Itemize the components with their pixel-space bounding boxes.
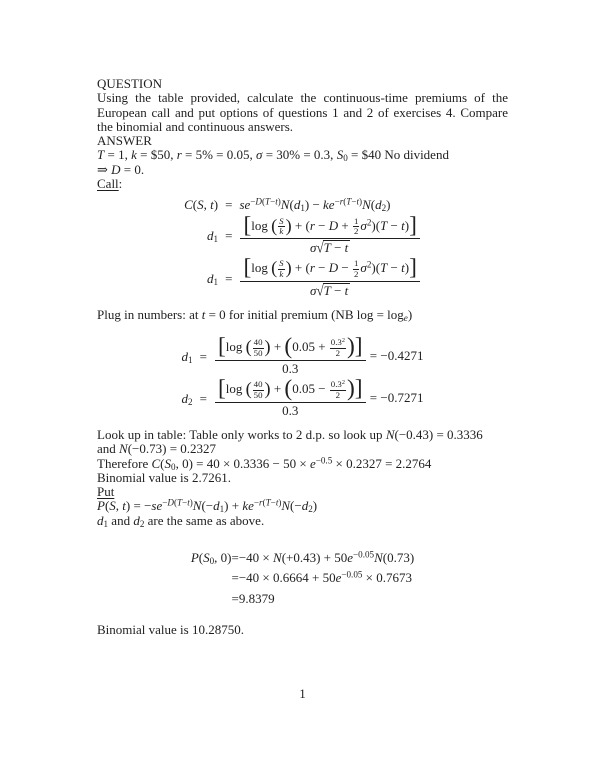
equals-sign: = bbox=[225, 197, 233, 213]
equals-sign: = bbox=[199, 349, 207, 365]
plug-eq-row-1 bbox=[181, 333, 424, 378]
question-heading: QUESTION bbox=[97, 76, 162, 91]
question-body: Using the table provided, calculate the continuous-time premiums of the European call and put options of questions 1 and 2 of exercises 4. Compare the binomial and continuous answers. bbox=[97, 90, 508, 134]
parameters-line-1: T = 1, k = $50, r = 5% = 0.05, σ = 30% = 0.3, $S_0$ = $40 No dividend bbox=[97, 147, 449, 164]
call-eq-row-1 bbox=[184, 196, 421, 214]
put-eq-lhs-1: $P(S_0$, 0) bbox=[190, 549, 232, 566]
equals-sign: = bbox=[231, 549, 239, 565]
plug-eq-row-2 bbox=[181, 375, 424, 420]
equals-sign: = bbox=[199, 390, 207, 406]
put-section-label: Put bbox=[97, 484, 115, 500]
plug-eq-rhs-1: [log ( $\frac{40}{50}$ ) + (0.05 + $\frac{0.3^2}{2}$ )] 0.3 = −0.4271 bbox=[214, 336, 424, 378]
call-eq-row-3 bbox=[184, 254, 421, 300]
put-eq-rhs-1: $-40 \times N(+0.43) + 50e^{-0.05}N(0.73)$ bbox=[238, 549, 415, 565]
call-eq-rhs-3: [log ( $\frac{S}{k}$ ) + (r − D − $\frac{1}{2}$ $\sigma^2)(T - t)$] σ√T − t bbox=[239, 257, 420, 300]
d-same-as-above-line: $d_1$ and $d_2$ are the same as above. bbox=[97, 512, 265, 529]
therefore-call-value-line: Therefore $C(S_0$, $0) = 40 \times 0.3336 - 50 \times e^{-0.5} \times 0.2327 = 2.2764$ bbox=[97, 454, 432, 472]
equals-sign: = bbox=[225, 270, 233, 286]
put-eq-row-1 bbox=[191, 548, 414, 568]
put-eq-row-2 bbox=[191, 568, 414, 588]
put-eq-lhs-3 bbox=[191, 589, 232, 609]
text-block bbox=[97, 77, 508, 701]
put-eq-rhs-2: $-40 \times 0.6664 + 50e^{-0.05} \times 0.7673$ bbox=[238, 569, 413, 586]
put-formula-line: P(S, $t) = -se^{-D(T-t)}N(-d_1) + ke^{-r(T-t)}N(-d_2)$ bbox=[97, 497, 318, 515]
lookup-line-1: Look up in table: Table only works to 2 d.p. so look up N(−0.43) = 0.3336 bbox=[97, 426, 483, 442]
equals-sign: = bbox=[225, 227, 233, 243]
put-eq-lhs-2 bbox=[191, 568, 232, 588]
binomial-call-value-line: Binomial value is 2.7261. bbox=[97, 469, 231, 485]
call-eq-rhs-2: [log ( $\frac{S}{k}$ ) + (r − D + $\frac{1}{2}$ $\sigma^2)(T - t)$] σ√T − t bbox=[239, 215, 420, 258]
call-section-label: Call: bbox=[97, 176, 123, 192]
put-equation-block bbox=[191, 548, 414, 609]
page-number: 1 bbox=[299, 686, 306, 702]
answer-heading: ANSWER bbox=[97, 133, 152, 149]
equals-sign: = bbox=[231, 570, 239, 586]
plug-in-numbers-line: Plug in numbers: at t = 0 for initial premium (NB $\log = \log_e$) bbox=[97, 307, 413, 324]
put-eq-row-3 bbox=[191, 589, 414, 609]
put-eq-rhs-3: 9.8379 bbox=[238, 590, 275, 606]
binomial-put-value-line: Binomial value is 10.28750. bbox=[97, 621, 244, 637]
call-eq-row-2 bbox=[184, 212, 421, 258]
call-eq-lhs-3: $d_1$ bbox=[207, 270, 219, 287]
plug-equation-block bbox=[181, 333, 424, 419]
parameters-line-2: ⇒ D = 0. bbox=[97, 161, 145, 177]
call-eq-lhs-2: $d_1$ bbox=[207, 227, 219, 244]
lookup-line-2: and N(−0.73) = 0.2327 bbox=[97, 441, 217, 457]
call-equation-block bbox=[184, 196, 421, 300]
plug-eq-lhs-2: $d_2$ bbox=[181, 390, 193, 407]
plug-eq-lhs-1: $d_1$ bbox=[181, 349, 193, 366]
plug-eq-rhs-2: [log ( $\frac{40}{50}$ ) + (0.05 − $\frac{0.3^2}{2}$ )] 0.3 = −0.7271 bbox=[214, 378, 424, 420]
call-eq-rhs-1: $se^{-D(T-t)}N(d_1) - ke^{-r(T-t)}N(d_2)$ bbox=[239, 196, 391, 214]
call-eq-lhs-1: C(S, t) bbox=[184, 197, 219, 213]
equals-sign: = bbox=[231, 590, 239, 606]
